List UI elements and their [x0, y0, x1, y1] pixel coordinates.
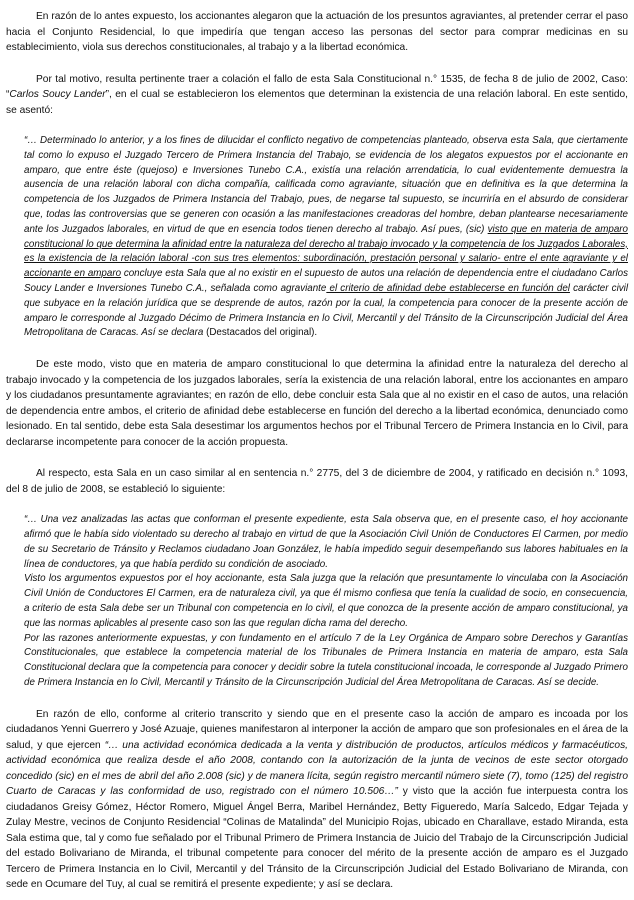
paragraph-5-text-a: En razón de ello, conforme al criterio transcrito y siendo que en el presente caso la acción de amparo es incoada por los ciudadanos Yenni Guerrero y José Azuaje, quienes manifestaron al interponer la acción de amparo que son profesionales en el área de la salud, y que ejercen	[6, 708, 628, 751]
paragraph-5-text-b: y visto que la acción fue interpuesta contra los ciudadanos Greisy Gómez, Héctor Romero, Miguel Ángel Berra, Maribel Hernández, Betty Figueredo, María Salcedo, Edgar Tejada y Zulay Mestre, vecinos de Conjunto Residencial “Colinas de Matalinda” del Municipio Rojas, ubicado en Charallave, estado Miranda, esta Sala estima que, tal y como fue señalado por el Tribunal Primero de Primera Instancia de Juicio del Trabajo de la Circunscripción Judicial del estado Bolivariano de Miranda, el tribunal competente para conocer del mérito de la presente acción de amparo es el Juzgado Tercero de Primera Instancia en lo Civil, Mercantil y del Tránsito de la Circunscripción Judicial del Estado Bolivariano de Miranda, con sede en Ocumare del Tuy, al cual se remitirá el presente expediente; y así se declara.	[6, 786, 628, 891]
quote-1-underlined-1: visto que en materia de amparo constitucional lo que determina la afinidad entre la naturaleza del derecho al trabajo invocado y la competencia de los Juzgados Laborales, es la existencia de la relación laboral -con sus tres elementos: subordinación, prestación personal y salario- entre el ente agraviante y el accionante en amparo	[24, 223, 628, 280]
quote-2-paragraph-1: “… Una vez analizadas las actas que conforman el presente expediente, esta Sala observa que, en el presente caso, el hoy accionante afirmó que le había sido violentado su derecho al trabajo en virtud de que la Asociación Civil Unión de Conductores El Carmen, por medio de su Secretario de Tránsito y Reclamos ciudadano Joan González, le había impedido seguir desempeñando sus labores habituales en la línea de conductores, ya que había perdido su condición de asociado.	[24, 514, 628, 570]
quote-2-paragraph-2: Visto los argumentos expuestos por el hoy accionante, esta Sala juzga que la relación que presuntamente lo vinculaba con la Asociación Civil Unión de Conductores El Carmen, era de naturaleza civil, ya que él mismo confiesa que tenía la cualidad de socio, en consecuencia, a criterio de esta Sala debe ser un Tribunal con competencia en lo civil, el que conozca de la presente acción de amparo constitucional, ya que las normas aplicables al presente caso son las que regulan dicha rama del derecho.	[24, 573, 628, 629]
quote-1-text-c: carácter civil que subyace en la relación jurídica que se desprende de autos, razón por la cual, la competencia para conocer de la presente acción de amparo le corresponde al Juzgado Décimo de Primera Instancia en lo Civil, Mercantil y del Tránsito de la Circunscripción Judicial del Área Metropolitana de Caracas. Así se declara	[24, 282, 628, 339]
paragraph-2-text-b: ”, en el cual se establecieron los elementos que determinan la existencia de una relación laboral. En este sentido, se asentó:	[6, 89, 628, 116]
case-name: Carlos Soucy Lander	[9, 89, 106, 100]
quote-2-paragraph-3: Por las razones anteriormente expuestas, y con fundamento en el artículo 7 de la Ley Orgánica de Amparo sobre Derechos y Garantías Constitucionales, que establece la competencia material de los Tribunales de Primera Instancia en materia de amparo, esta Sala Constitucional declara que la competencia para conocer y decidir sobre la tutela constitucional incoada, le corresponde al Juzgado Primero de Primera Instancia en lo Civil, Mercantil y Tránsito de la Circunscripción Judicial del Área Metropolitana de Caracas. Así se decide.	[24, 632, 628, 688]
block-quote-2	[24, 513, 628, 691]
paragraph-5-quoted-text: “… una actividad económica dedicada a la venta y distribución de productos, artículos médicos y farmacéuticos, actividad económica que realiza desde el año 2008, contando con la autorización de la junta de vecinos de este sector otorgado concedido (sic) en el mes de abril del año 2.008 (sic) y de manera lícita, según registro mercantil número siete (7), tomo (125) del registro Cuarto de Caracas y las conformidad de uso, registrado con el número 10.506…”	[6, 739, 628, 798]
quote-1-citation-note: (Destacados del original).	[203, 327, 318, 339]
quote-1-underlined-2: el criterio de afinidad debe establecerse en función del	[326, 282, 570, 294]
quote-1-text-a: “… Determinado lo anterior, y a los fines de dilucidar el conflicto negativo de competencias planteado, observa esta Sala, que ciertamente tal como lo expuso el Juzgado Tercero de Primera Instancia del Trabajo, se evidencia de los alegatos expuestos por el accionante en amparo, que entre éste (quejoso) e Inversiones Tunebo C.A., existía una relación arrendaticia, lo cual evidentemente demuestra la ausencia de una relación laboral con dicha compañía, calificada como agraviante, situación que en definitiva es la que determina la competencia de los Juzgados de Primera Instancia del Trabajo, pues, de negarse tal supuesto, se incurriría en el absurdo de considerar que, todas las controversias que se generen con ocasión a las manifestaciones creadoras del hombre, deban plantearse necesariamente ante los Juzgados laborales, en virtud de que en esencia todos tienen derecho al trabajo. Así pues, (sic)	[24, 135, 628, 235]
paragraph-1: En razón de lo antes expuesto, los accionantes alegaron que la actuación de los presuntos agraviantes, al pretender cerrar el paso hacia el Conjunto Residencial, lo que impediría que tengan acceso las personas del sector para comprar medicinas en su establecimiento, viola sus derechos constitucionales, al trabajo y a la libertad económica.	[6, 11, 628, 53]
paragraph-2	[6, 72, 628, 119]
paragraph-2-text-a: Por tal motivo, resulta pertinente traer a colación el fallo de esta Sala Constitucional n.° 1535, de fecha 8 de julio de 2002, Caso: “	[6, 73, 628, 100]
paragraph-3: De este modo, visto que en materia de amparo constitucional lo que determina la afinidad entre la naturaleza del derecho al trabajo invocado y la competencia de los juzgados laborales, sería la existencia de una relación laboral, entre los accionantes en amparo y los ciudadanos presuntamente agraviantes; en razón de ello, debe concluir esta Sala que al no existir en el caso de autos, una relación de dependencia entre ambos, el criterio de afinidad debe establecerse en función del derecho a la libertad económica, denunciado como lesionado. En tal sentido, debe esta Sala desestimar los argumentos hechos por el Tribunal Tercero de Primera Instancia en lo Civil, para declararse incompetente para conocer de la acción propuesta.	[6, 359, 628, 448]
quote-1-text-b: concluye esta Sala que al no existir en el supuesto de autos una relación de dependencia entre el ciudadano Carlos Soucy Lander e Inversiones Tunebo C.A., señalada como agraviante	[24, 268, 628, 294]
block-quote-1	[24, 134, 628, 341]
paragraph-5	[6, 707, 628, 893]
paragraph-4: Al respecto, esta Sala en un caso similar al en sentencia n.° 2775, del 3 de diciembre de 2004, y ratificado en decisión n.° 1093, del 8 de julio de 2008, se estableció lo siguiente:	[6, 468, 628, 495]
